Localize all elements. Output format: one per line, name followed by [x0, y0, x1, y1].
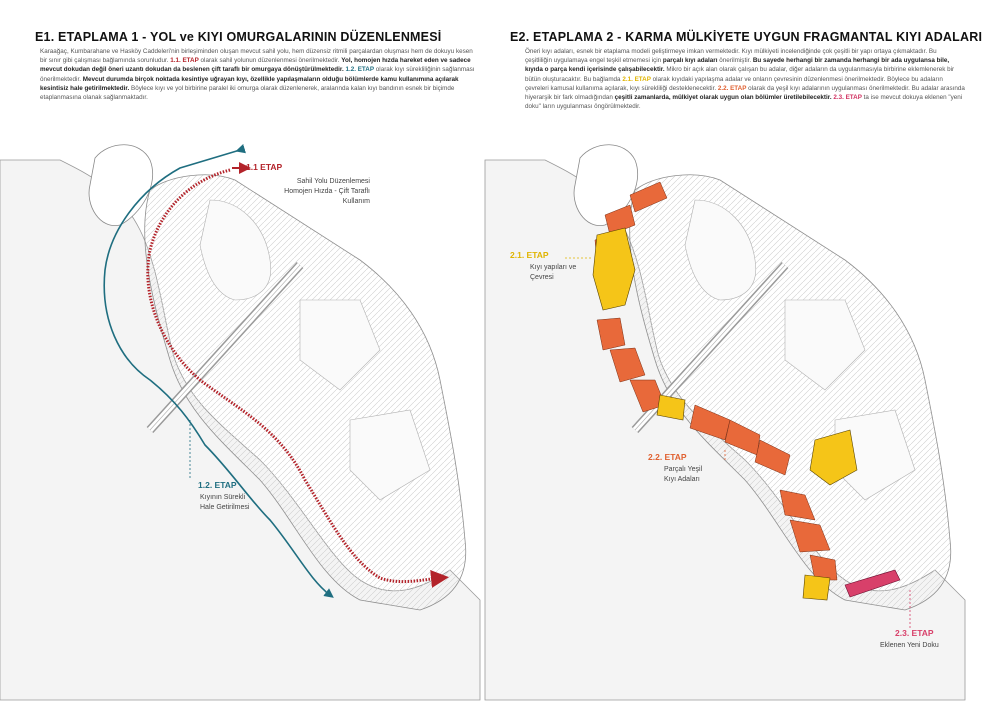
etap-1-2-desc-line: Kıyının Sürekli — [200, 494, 246, 501]
etap-1-1-desc-line: Kullanım — [342, 198, 370, 205]
left-text-segment: 1.2. ETAP — [345, 66, 375, 74]
etap-1-1-desc-line: Sahil Yolu Düzenlemesi — [296, 178, 370, 185]
left-text-segment: Karaağaç, Kumbarahane ve Hasköy Caddeleri'nin birleşiminden oluşan mevcut sahil yolu, hem düzensiz ritmili parçalardan oluşması hem de dokuyu kesen bir sınır gibi çalışması bağlamında sorunludur. — [40, 48, 473, 65]
etap-1-1-desc-line: Homojen Hızda - Çift Taraflı — [284, 188, 370, 195]
etap-1-2-desc-line: Hale Getirilmesi — [200, 504, 250, 511]
right-text-segment: çeşitli zamanlarda, mülkiyet olarak uygun olan bölümler üretilebilecektir. — [614, 94, 832, 102]
right-text-segment: olarak kıyıdaki yapılaşma adalar ve onların çevresinin düzenlenmesi önerilmektedir. Böylece bu adaların çevreleri kamusal kullanıma açılarak, kıyı sürekliliği desteklenecektir. — [525, 75, 943, 92]
left-text-segment: Mevcut durumda birçok noktada kesintiye uğrayan kıyı, özellikle yapılaşmaların olduğu bölümlerde kamu kullanımına açılarak kesintisiz hale getirilmektedir. — [40, 75, 459, 92]
etap-2-1-description — [530, 263, 576, 283]
etap-1-2-description — [200, 493, 249, 513]
right-text-segment: 2.2. ETAP — [717, 84, 747, 92]
right-map — [485, 145, 965, 700]
etap-2-2-description — [664, 465, 702, 485]
etap-2-1-desc-line: Çevresi — [530, 274, 554, 281]
left-map — [0, 145, 480, 700]
right-text-segment: Bu sayede herhangi bir zamanda herhangi bir ada uygulansa bile, kıyıda o parça kendi içerisinde çalışabilecektir. — [525, 57, 950, 74]
right-text-segment: 2.1. ETAP — [622, 75, 651, 83]
etap-1-2-label: 1.2. ETAP — [198, 480, 237, 490]
right-text-segment: 2.3. ETAP — [833, 94, 862, 102]
right-text-segment: Öneri kıyı adaları, esnek bir etaplama modeli geliştirmeye imkan vermektedir. Kıyı mülkiyeti incelendiğinde çok çeşitli bir yapı ortaya çıkmaktadır. Bu çeşitliliğin uygulamaya engel teşkil etmemesi için — [525, 48, 937, 65]
left-text-segment: Yol, homojen hızda hareket eden ve sadece mevcut dokudan değil öneri uzantı dokudan da beslenen çift taraflı bir omurgaya dönüştürülmektedir. — [40, 57, 471, 74]
right-text-segment: ta ise mevcut dokuya eklenen "yeni doku" ların uygulanması öngörülmektedir. — [525, 94, 963, 111]
etap-2-3-label: 2.3. ETAP — [895, 628, 934, 638]
right-panel-title: E2. ETAPLAMA 2 - KARMA MÜLKİYETE UYGUN FRAGMANTAL KIYI ADALARI — [510, 30, 983, 44]
etap-2-2-desc-line: Kıyı Adaları — [664, 476, 700, 483]
etap-1-1-label: 1.1 ETAP — [246, 162, 283, 172]
etap-1-1-description — [250, 177, 370, 207]
etap-2-1-label: 2.1. ETAP — [510, 250, 549, 260]
left-text-segment: Böylece kıyı ve yol birbirine paralel iki omurga olarak düzenlenerek, aralarında kalan kıyı bandının esnek bir biçimde etaplanmasına olanak sağlanmaktadır. — [40, 84, 455, 102]
left-text-segment: 1.1. ETAP — [170, 57, 199, 65]
left-text-segment: olarak sahil yolunun düzenlenmesi önerilmektedir. — [198, 57, 342, 65]
right-text-segment: Mikro bir açık alan olarak çalışan bu adalar, diğer adaların da uygulanmasıyla birbirine eklemlenerek bir bütün oluşturacaktır. Bu bağlamda — [525, 66, 955, 83]
right-text-segment: önerilmiştir. — [717, 57, 753, 65]
left-panel-title: E1. ETAPLAMA 1 - YOL ve KIYI OMURGALARININ DÜZENLENMESİ — [35, 30, 442, 44]
etap-2-2-label: 2.2. ETAP — [648, 452, 687, 462]
right-text-segment: parçalı kıyı adaları — [662, 57, 718, 65]
right-text-segment: olarak da yeşil kıyı adalarının uygulanması önerilmektedir. Bu adalar arasında hiyerarşik bir fark olmadığından — [525, 84, 965, 102]
etap-2-3-desc-line: Eklenen Yeni Doku — [880, 642, 939, 649]
etap-2-1-desc-line: Kıyı yapıları ve — [530, 264, 577, 271]
etap-2-3-description — [880, 641, 939, 651]
etap-2-2-desc-line: Parçalı Yeşil — [664, 466, 703, 473]
left-text-segment: olarak kıyı sürekliliğinin sağlanması önerilmektedir. — [40, 66, 475, 83]
